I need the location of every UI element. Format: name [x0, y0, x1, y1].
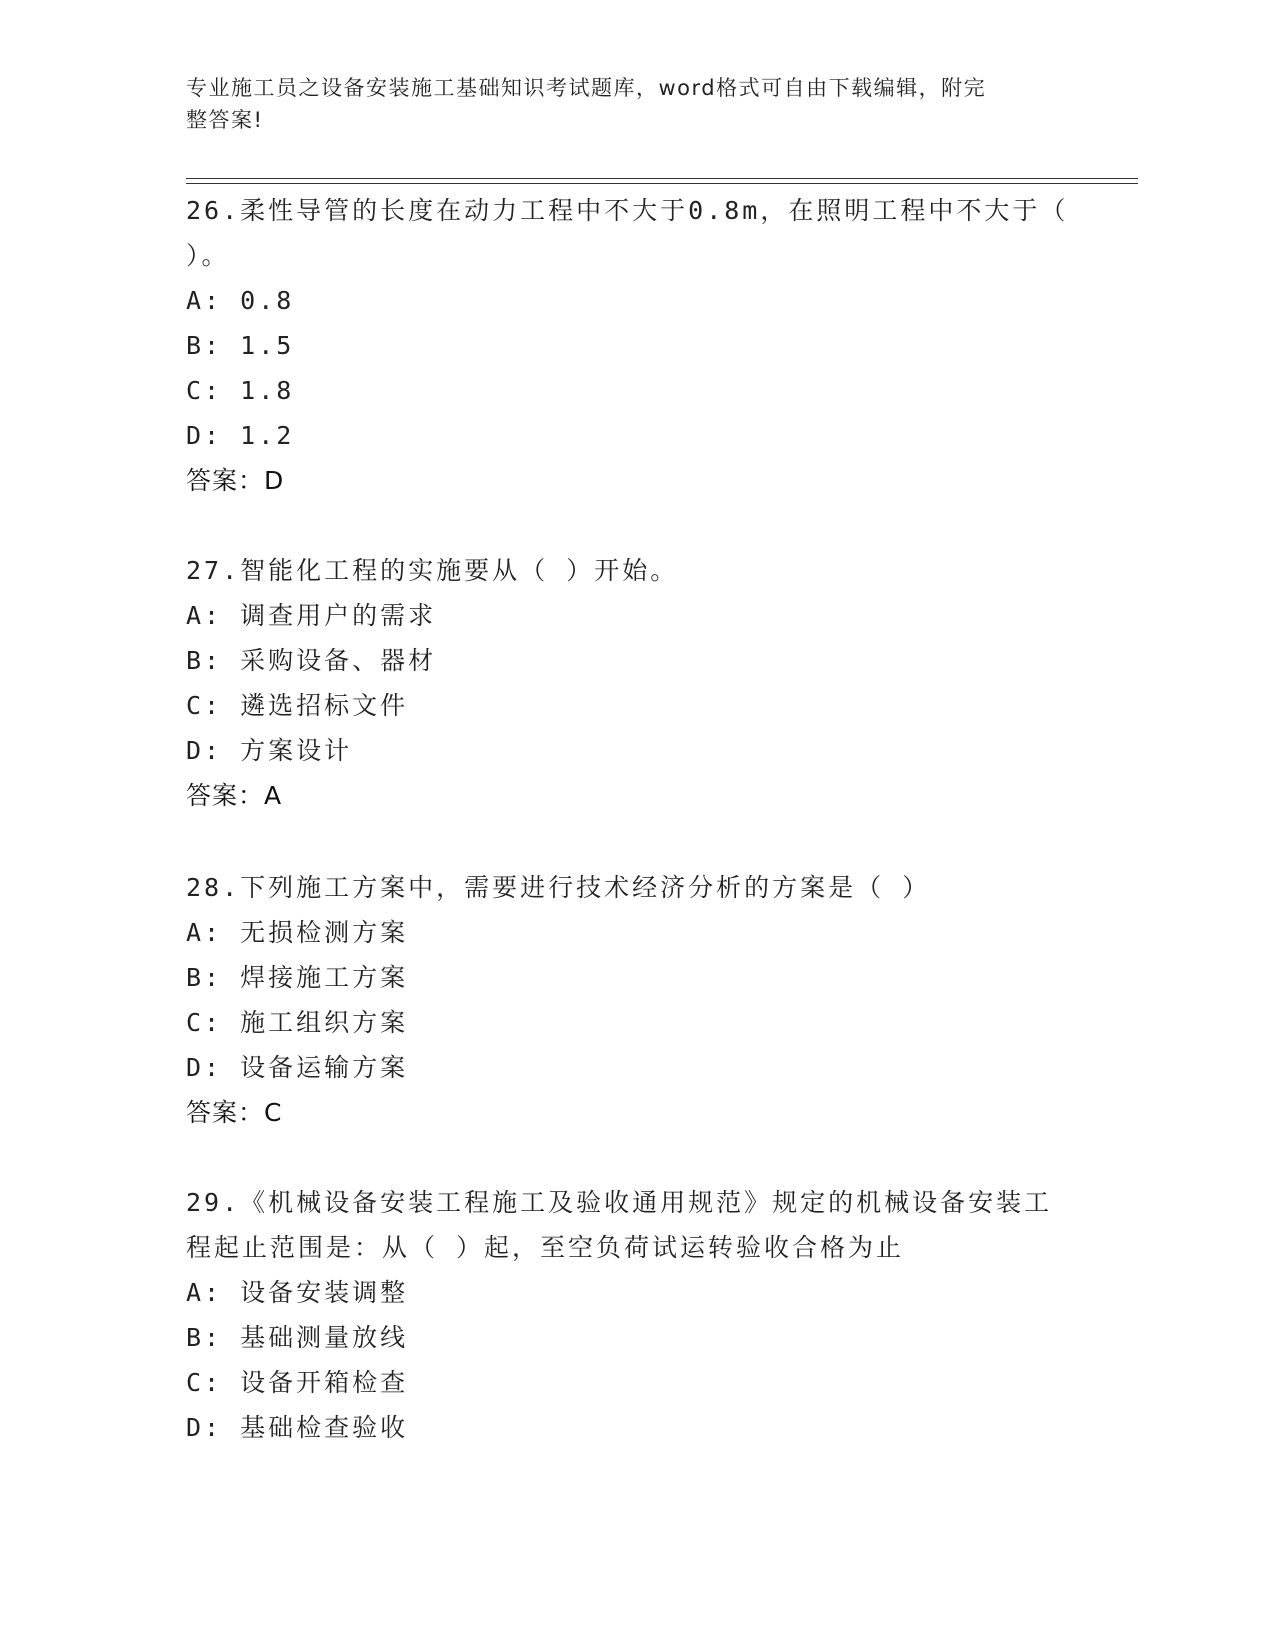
option-d: D: 基础检查验收 — [186, 1413, 409, 1442]
question-29 — [186, 1180, 1086, 1450]
question-stem-line-1: 27.智能化工程的实施要从（ ）开始。 — [186, 556, 679, 585]
document-header — [186, 72, 1066, 136]
option-a: A: 设备安装调整 — [186, 1278, 409, 1307]
option-c: C: 遴选招标文件 — [186, 691, 409, 720]
option-c: C: 施工组织方案 — [186, 1008, 409, 1037]
header-divider-bottom — [186, 183, 1138, 184]
answer: 答案：D — [186, 466, 285, 495]
option-b: B: 1.5 — [186, 331, 295, 360]
option-a: A: 无损检测方案 — [186, 918, 409, 947]
answer: 答案：C — [186, 1098, 283, 1127]
option-d: D: 1.2 — [186, 421, 295, 450]
option-d: D: 方案设计 — [186, 736, 353, 765]
question-stem-line-1: 28.下列施工方案中，需要进行技术经济分析的方案是（ ） — [186, 873, 931, 902]
option-b: B: 基础测量放线 — [186, 1323, 409, 1352]
option-a: A: 0.8 — [186, 286, 295, 315]
question-27 — [186, 548, 1086, 818]
question-stem-line-2: 程起止范围是：从（ ）起，至空负荷试运转验收合格为止 — [186, 1233, 905, 1262]
option-b: B: 采购设备、器材 — [186, 646, 437, 675]
header-divider-top — [186, 178, 1138, 179]
header-title-line-1: 专业施工员之设备安装施工基础知识考试题库，word格式可自由下载编辑，附完 — [186, 76, 987, 100]
option-d: D: 设备运输方案 — [186, 1053, 409, 1082]
question-stem-line-1: 26.柔性导管的长度在动力工程中不大于0.8m，在照明工程中不大于（ — [186, 196, 1069, 225]
question-stem-line-2: ）。 — [186, 241, 230, 270]
answer: 答案：A — [186, 781, 283, 810]
option-a: A: 调查用户的需求 — [186, 601, 437, 630]
option-b: B: 焊接施工方案 — [186, 963, 409, 992]
question-stem-line-1: 29.《机械设备安装工程施工及验收通用规范》规定的机械设备安装工 — [186, 1188, 1053, 1217]
question-26 — [186, 188, 1086, 503]
option-c: C: 设备开箱检查 — [186, 1368, 409, 1397]
header-title-line-2: 整答案! — [186, 108, 264, 132]
option-c: C: 1.8 — [186, 376, 295, 405]
question-28 — [186, 865, 1086, 1135]
